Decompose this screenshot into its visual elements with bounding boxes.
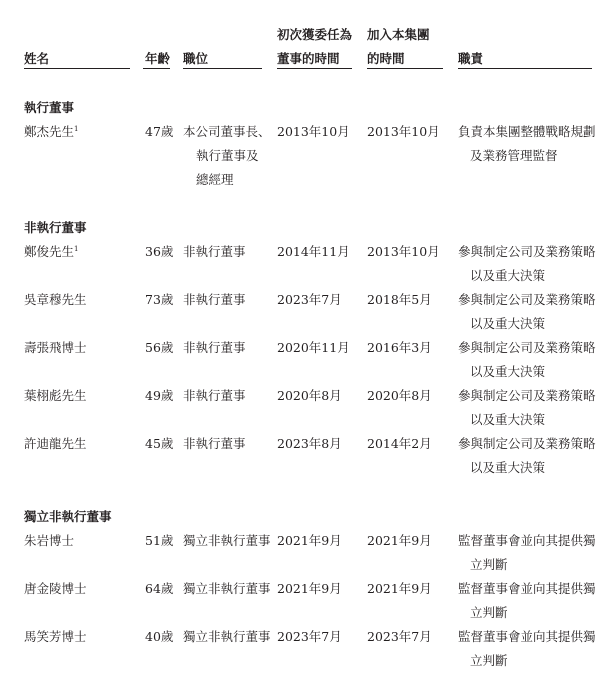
duties-text: 監督董事會並向其提供獨 (458, 533, 596, 548)
director-position: 非執行董事 (183, 388, 246, 403)
director-name: 許迪龍先生 (24, 436, 87, 451)
section-title: 非執行董事 (24, 220, 87, 235)
duties-text: 以及重大決策 (470, 460, 546, 475)
appointed-date: 2023年7月 (277, 292, 342, 307)
footnote-marker: 1 (74, 244, 79, 253)
director-position: 非執行董事 (183, 244, 246, 259)
director-name: 吳章穆先生 (24, 292, 87, 307)
appointed-date: 2023年8月 (277, 436, 342, 451)
director-position: 獨立非執行董事 (183, 629, 271, 644)
director-name: 鄭俊先生$^1$ (24, 244, 79, 259)
director-name: 朱岩博士 (24, 533, 75, 548)
header-name: 姓名 (24, 51, 50, 66)
director-age: 47歲 (145, 124, 174, 139)
director-position: 總經理 (196, 172, 234, 187)
director-age: 56歲 (145, 340, 174, 355)
duties-text: 參與制定公司及業務策略 (458, 292, 596, 307)
joined-date: 2013年10月 (367, 124, 440, 139)
joined-date: 2016年3月 (367, 340, 432, 355)
director-position: 本公司董事長、 (183, 124, 271, 139)
section-title: 執行董事 (24, 100, 75, 115)
duties-text: 監督董事會並向其提供獨 (458, 581, 596, 596)
duties-text: 參與制定公司及業務策略 (458, 388, 596, 403)
director-name: 葉栩彪先生 (24, 388, 87, 403)
header-appointed-line2: 董事的時間 (277, 51, 340, 66)
header-joined-line1: 加入本集團 (367, 27, 430, 42)
appointed-date: 2021年9月 (277, 533, 342, 548)
director-name: 壽張飛博士 (24, 340, 87, 355)
header-age: 年齡 (145, 51, 171, 66)
director-name: 鄭杰先生$^1$ (24, 124, 79, 139)
appointed-date: 2020年8月 (277, 388, 342, 403)
appointed-date: 2014年11月 (277, 244, 350, 259)
header-rule-joined (367, 68, 443, 69)
duties-text: 以及重大決策 (470, 364, 546, 379)
duties-text: 參與制定公司及業務策略 (458, 436, 596, 451)
director-name: 唐金陵博士 (24, 581, 87, 596)
joined-date: 2018年5月 (367, 292, 432, 307)
director-age: 45歲 (145, 436, 174, 451)
director-position: 非執行董事 (183, 340, 246, 355)
director-age: 49歲 (145, 388, 174, 403)
duties-text: 參與制定公司及業務策略 (458, 244, 596, 259)
joined-date: 2013年10月 (367, 244, 440, 259)
director-position: 非執行董事 (183, 292, 246, 307)
director-age: 73歲 (145, 292, 174, 307)
duties-text: 以及重大決策 (470, 268, 546, 283)
footnote-marker: 1 (74, 124, 79, 133)
appointed-date: 2021年9月 (277, 581, 342, 596)
duties-text: 立判斷 (470, 653, 508, 668)
director-position: 執行董事及 (196, 148, 259, 163)
joined-date: 2021年9月 (367, 533, 432, 548)
director-name: 馬笑芳博士 (24, 629, 87, 644)
duties-text: 參與制定公司及業務策略 (458, 340, 596, 355)
joined-date: 2023年7月 (367, 629, 432, 644)
duties-text: 立判斷 (470, 605, 508, 620)
director-age: 64歲 (145, 581, 174, 596)
director-age: 40歲 (145, 629, 174, 644)
header-rule-position (183, 68, 262, 69)
director-age: 36歲 (145, 244, 174, 259)
header-joined-line2: 的時間 (367, 51, 405, 66)
joined-date: 2021年9月 (367, 581, 432, 596)
appointed-date: 2013年10月 (277, 124, 350, 139)
joined-date: 2020年8月 (367, 388, 432, 403)
director-position: 獨立非執行董事 (183, 533, 271, 548)
director-position: 非執行董事 (183, 436, 246, 451)
joined-date: 2014年2月 (367, 436, 432, 451)
duties-text: 以及重大決策 (470, 412, 546, 427)
director-position: 獨立非執行董事 (183, 581, 271, 596)
director-age: 51歲 (145, 533, 174, 548)
header-appointed-line1: 初次獲委任為 (277, 27, 353, 42)
duties-text: 以及重大決策 (470, 316, 546, 331)
header-rule-name (24, 68, 130, 69)
duties-text: 及業務管理監督 (470, 148, 558, 163)
header-rule-duties (458, 68, 592, 69)
duties-text: 監督董事會並向其提供獨 (458, 629, 596, 644)
header-rule-age (143, 68, 170, 69)
section-title: 獨立非執行董事 (24, 509, 112, 524)
duties-text: 負責本集團整體戰略規劃 (458, 124, 596, 139)
header-position: 職位 (183, 51, 209, 66)
header-duties: 職責 (458, 51, 484, 66)
header-rule-appointed (277, 68, 352, 69)
appointed-date: 2020年11月 (277, 340, 350, 355)
appointed-date: 2023年7月 (277, 629, 342, 644)
duties-text: 立判斷 (470, 557, 508, 572)
